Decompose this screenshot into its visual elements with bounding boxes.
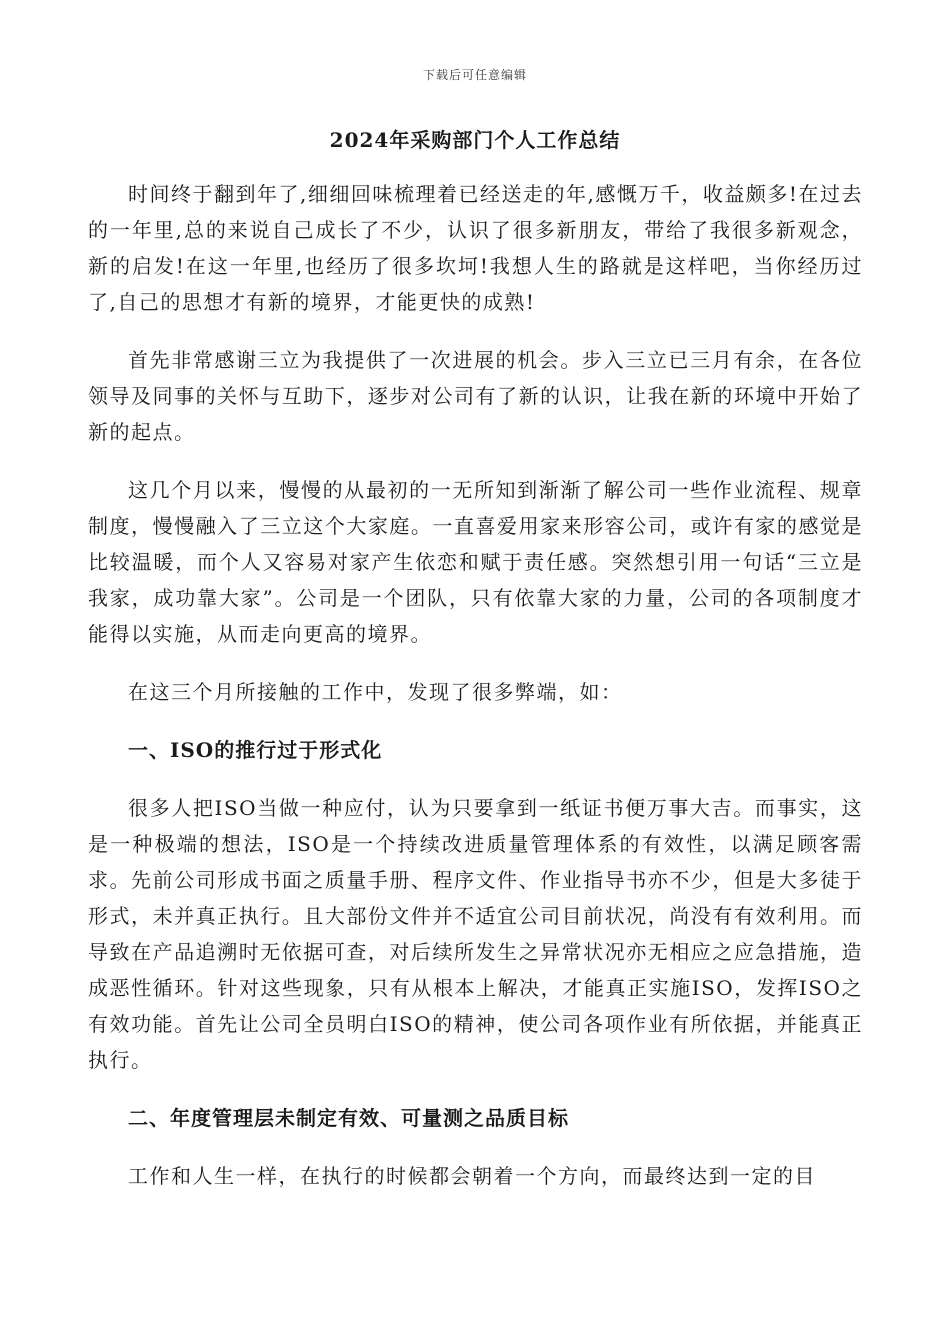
paragraph-5: 很多人把ISO当做一种应付，认为只要拿到一纸证书便万事大吉。而事实，这是一种极端的想法，ISO是一个持续改进质量管理体系的有效性，以满足顾客需求。先前公司形成书面之质量手册、程序文件、作业指导书亦不少，但是大多徒于形式，未并真正执行。且大部份文件并不适宜公司目前状况，尚没有有效利用。而导致在产品追溯时无依据可查，对后续所发生之异常状况亦无相应之应急措施，造成恶性循环。针对这些现象，只有从根本上解决，才能真正实施ISO，发挥ISO之有效功能。首先让公司全员明白ISO的精神，使公司各项作业有所依据，并能真正执行。 xyxy=(88,796,863,1072)
section-heading-1: 一、ISO的推行过于形式化 xyxy=(128,738,383,762)
paragraph-3: 这几个月以来，慢慢的从最初的一无所知到渐渐了解公司一些作业流程、规章制度，慢慢融入了三立这个大家庭。一直喜爱用家来形容公司，或许有家的感觉是比较温暖，而个人又容易对家产生依恋和赋于责任感。突然想引用一句话“三立是我家，成功靠大家”。公司是一个团队，只有依靠大家的力量，公司的各项制度才能得以实施，从而走向更高的境界。 xyxy=(88,478,863,646)
section-heading-2: 二、年度管理层未制定有效、可量测之品质目标 xyxy=(128,1106,569,1130)
document-body xyxy=(88,176,863,1216)
paragraph-2: 首先非常感谢三立为我提供了一次进展的机会。步入三立已三月有余，在各位领导及同事的关怀与互助下，逐步对公司有了新的认识，让我在新的环境中开始了新的起点。 xyxy=(88,348,863,444)
paragraph-6: 工作和人生一样，在执行的时候都会朝着一个方向，而最终达到一定的目 xyxy=(128,1164,816,1188)
paragraph-1: 时间终于翻到年了,细细回味梳理着已经送走的年,感慨万千，收益颇多!在过去的一年里,总的来说自己成长了不少，认识了很多新朋友，带给了我很多新观念，新的启发!在这一年里,也经历了很多坎坷!我想人生的路就是这样吧，当你经历过了,自己的思想才有新的境界，才能更快的成熟! xyxy=(88,182,863,314)
header-note: 下载后可任意编辑 xyxy=(422,68,527,82)
paragraph-4: 在这三个月所接触的工作中，发现了很多弊端，如： xyxy=(128,680,623,704)
document-title: 2024年采购部门个人工作总结 xyxy=(329,128,621,152)
